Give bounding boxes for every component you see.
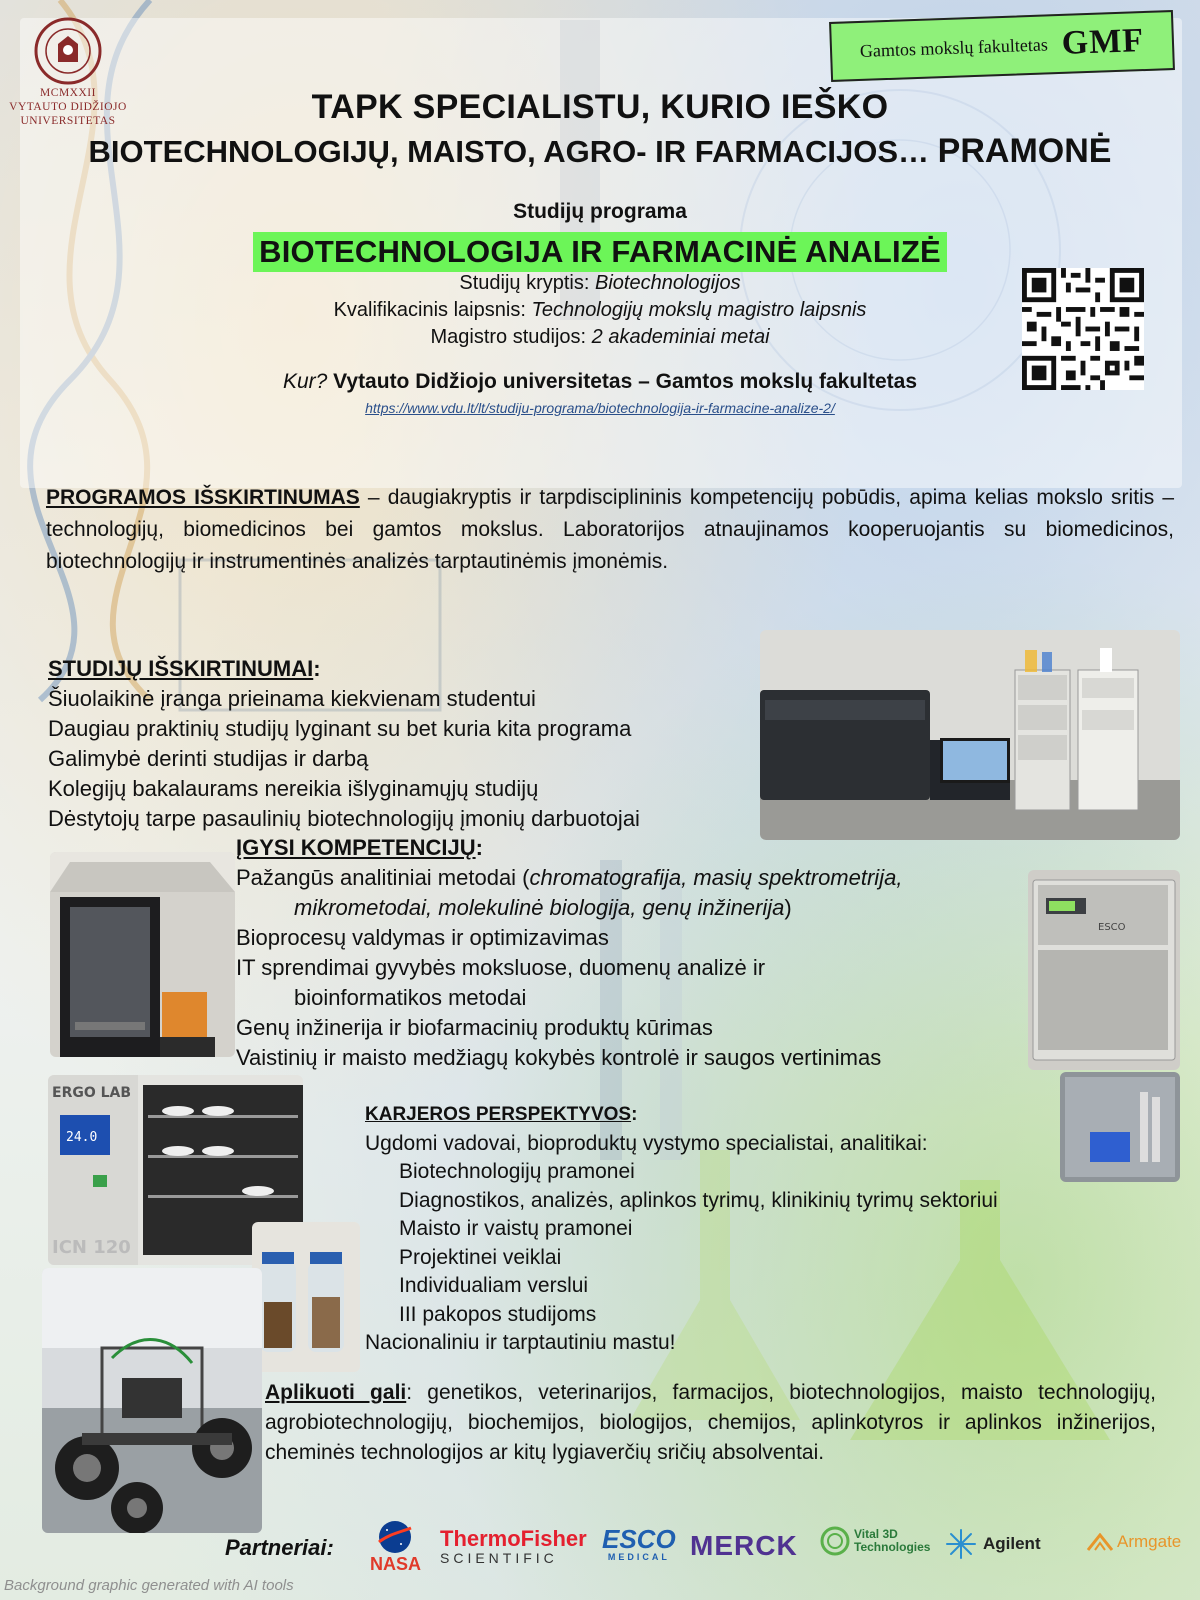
list-item: IT sprendimai gyvybės moksluose, duomenų analizė ir	[236, 955, 766, 980]
sample-jars-photo	[252, 1222, 360, 1372]
applied-title: Aplikuoti gali	[265, 1381, 407, 1404]
robot-vehicle-photo	[42, 1268, 262, 1533]
list-item: Daugiau praktinių studijų lyginant su bet kuria kita programa	[48, 716, 632, 741]
duration-value: 2 akademiniai metai	[591, 326, 770, 348]
competency-1-italic-a: chromatografija, masių spektrometrija,	[529, 865, 903, 890]
armgate-wordmark: Armgate	[1117, 1532, 1182, 1551]
vital3d-sub: Technologies	[854, 1540, 931, 1554]
list-item	[236, 863, 1016, 893]
armgate-chevron-icon	[1087, 1533, 1113, 1551]
logo-line2: UNIVERSITETAS	[20, 115, 116, 127]
list-item: III pakopos studijoms	[399, 1302, 597, 1326]
list-item: Genų inžinerija ir biofarmacinių produktų kūrimas	[236, 1015, 713, 1040]
list-item-continuation	[236, 893, 1016, 923]
degree-value: Technologijų mokslų magistro laipsnis	[531, 299, 867, 321]
list-item: Maisto ir vaistų pramonei	[399, 1217, 633, 1240]
uniqueness-title: PROGRAMOS IŠSKIRTINUMAS	[46, 486, 360, 509]
vital3d-spiral-icon	[820, 1526, 850, 1556]
competency-1-end: )	[784, 895, 792, 920]
esco-logo	[602, 1526, 676, 1562]
incubator-display: 24.0	[66, 1130, 98, 1145]
list-item: Biotechnologijų pramonei	[399, 1160, 635, 1183]
thermofisher-wordmark: ThermoFisher	[440, 1526, 587, 1551]
career-title: KARJEROS PERSPEKTYVOS	[365, 1104, 632, 1125]
career-section	[365, 1100, 1085, 1358]
faculty-label: Gamtos mokslų fakultetas	[859, 33, 1049, 61]
incubator-brand-label: ERGO LAB	[52, 1085, 132, 1101]
competencies-heading	[236, 833, 1016, 863]
study-features-section	[48, 654, 768, 834]
competency-1-start: Pažangūs analitiniai metodai (	[236, 865, 530, 890]
footer-note: Background graphic generated with AI tools	[4, 1577, 294, 1594]
merck-logo: MERCK	[690, 1530, 798, 1561]
list-item: Galimybė derinti studijas ir darbą	[48, 746, 369, 771]
career-heading	[365, 1100, 1085, 1130]
incubator-model-label: ICN 120	[52, 1237, 131, 1258]
list-item-continuation: bioinformatikos metodai	[294, 985, 527, 1010]
study-features-colon: :	[313, 656, 321, 681]
logo-line1: VYTAUTO DIDŽIOJO	[9, 101, 127, 113]
list-item: Kolegijų bakalaurams nereikia išlyginamųjų studijų	[48, 776, 539, 801]
direction-label: Studijų kryptis:	[459, 272, 590, 294]
vital3d-wordmark: Vital 3D	[854, 1527, 898, 1541]
nasa-wordmark: NASA	[370, 1554, 422, 1574]
program-uniqueness	[46, 482, 1174, 578]
armgate-logo	[1087, 1532, 1181, 1552]
hplc-lab-photo	[760, 630, 1180, 840]
where-line	[0, 370, 1200, 394]
where-question: Kur?	[282, 370, 328, 393]
program-name: BIOTECHNOLOGIJA IR FARMACINĖ ANALIZĖ	[253, 232, 947, 272]
3d-printer-photo	[50, 852, 235, 1057]
agilent-spark-icon	[945, 1528, 977, 1560]
career-intro: Ugdomi vadovai, bioproduktų vystymo specialistai, analitikai:	[365, 1131, 928, 1155]
gmf-logo: GMF	[1061, 22, 1145, 62]
list-item: Bioprocesų valdymas ir optimizavimas	[236, 925, 609, 950]
career-closing: Nacionaliniu ir tarptautiniu mastu!	[365, 1331, 676, 1354]
biosafety-cabinet-photo	[1028, 870, 1180, 1070]
program-label: Studijų programa	[513, 200, 687, 223]
study-features-title: STUDIJŲ IŠSKIRTINUMAI	[48, 656, 314, 681]
nasa-meatball-icon	[375, 1520, 415, 1554]
agilent-wordmark: Agilent	[983, 1534, 1041, 1553]
qr-code[interactable]	[1022, 268, 1144, 390]
agilent-logo	[945, 1528, 1041, 1560]
who-can-apply	[265, 1378, 1156, 1468]
cabinet-brand-label: ESCO	[1098, 922, 1126, 933]
main-title-line2	[0, 132, 1200, 171]
nasa-logo	[370, 1520, 420, 1574]
thermofisher-sub: SCIENTIFIC	[440, 1550, 558, 1566]
esco-wordmark: ESCO	[602, 1524, 676, 1554]
direction-value: Biotechnologijos	[594, 272, 741, 294]
career-colon: :	[631, 1104, 638, 1125]
where-value: Vytauto Didžiojo universitetas – Gamtos mokslų fakultetas	[333, 370, 918, 393]
duration-line	[0, 326, 1200, 349]
program-link[interactable]: https://www.vdu.lt/lt/studiju-programa/biotechnologija-ir-farmacine-analize-2/	[365, 400, 835, 416]
list-item: Šiuolaikinė įranga prieinama kiekvienam studentui	[48, 686, 536, 711]
partners-label: Partneriai:	[225, 1535, 334, 1560]
main-title-line2-big: PRAMONĖ	[937, 132, 1112, 170]
direction-line	[0, 272, 1200, 295]
list-item: Diagnostikos, analizės, aplinkos tyrimų, klinikinių tyrimų sektoriui	[399, 1188, 998, 1212]
main-title-line2-text: BIOTECHNOLOGIJŲ, MAISTO, AGRO- IR FARMACIJOS…	[88, 134, 930, 169]
vital3d-logo	[820, 1526, 930, 1556]
list-item: Individualiam verslui	[399, 1274, 589, 1297]
logo-year: MCMXXII	[40, 87, 96, 99]
competencies-title: ĮGYSI KOMPETENCIJŲ	[236, 835, 476, 860]
university-seal-icon	[33, 16, 103, 86]
list-item: Projektinei veiklai	[399, 1245, 562, 1269]
uniqueness-text: – daugiakryptis ir tarpdisciplininis kompetencijų pobūdis, apima kelias mokslo sritis – technologijų, biomedicinos bei gamtos mokslus. Laboratorijos atnaujinamos kooperuojantis su biomedicinos, biotechnologijų ir instrumentinės analizės tarptautinėmis įmonėmis.	[46, 486, 1174, 573]
list-item: Dėstytojų tarpe pasaulinių biotechnologijų įmonių darbuotojai	[48, 806, 640, 831]
degree-label: Kvalifikacinis laipsnis:	[333, 299, 526, 321]
duration-label: Magistro studijos:	[430, 326, 587, 348]
study-features-heading	[48, 654, 768, 684]
esco-sub: MEDICAL	[607, 1552, 670, 1562]
degree-line	[0, 299, 1200, 322]
competencies-section	[236, 833, 1016, 1073]
applied-text: : genetikos, veterinarijos, farmacijos, biotechnologijos, maisto technologijų, agrobiotechnologijų, biochemijos, biologijos, chemijos, aplinkotyros ir aplinkos inžinerijos, cheminės technologijos ar kitų lygiaverčių sričių absolventai.	[265, 1381, 1156, 1464]
list-item: Vaistinių ir maisto medžiagų kokybės kontrolė ir saugos vertinimas	[236, 1045, 882, 1070]
partner-logos	[370, 1520, 1195, 1590]
program-name-wrap	[0, 232, 1200, 272]
competency-1-italic-b: mikrometodai, molekulinė biologija, genų inžinerija	[294, 895, 785, 920]
competencies-colon: :	[475, 835, 483, 860]
thermofisher-logo	[440, 1528, 587, 1566]
faculty-badge	[829, 10, 1175, 82]
main-title-line1: TAPK SPECIALISTU, KURIO IEŠKO	[311, 88, 889, 126]
